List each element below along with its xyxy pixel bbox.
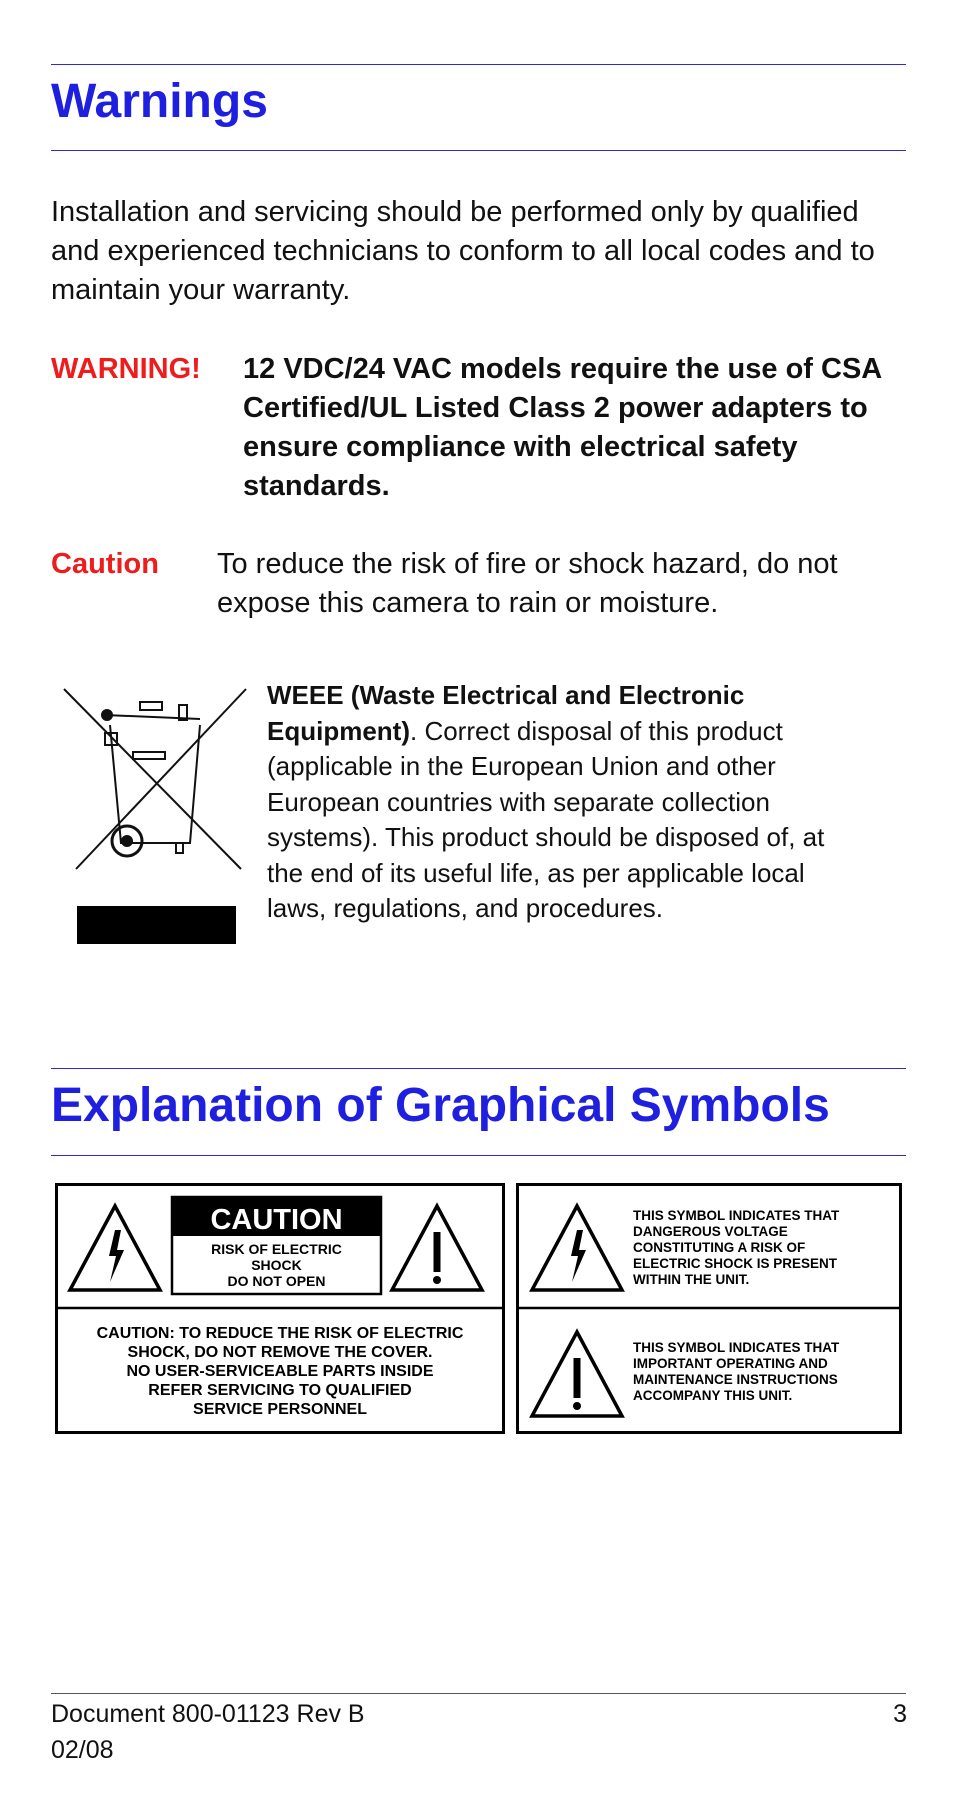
symbols-bottom-rule: [51, 1155, 906, 1156]
warnings-bottom-rule: [51, 150, 906, 151]
symbols-title: Explanation of Graphical Symbols: [51, 1079, 830, 1132]
lightning-explanation-line-5: WITHIN THE UNIT.: [633, 1272, 750, 1287]
caution-box-sub-2: SHOCK: [251, 1257, 302, 1273]
caution-notice-line-2: SHOCK, DO NOT REMOVE THE COVER.: [127, 1344, 433, 1361]
caution-notice-line-4: REFER SERVICING TO QUALIFIED: [148, 1382, 412, 1399]
exclamation-explanation-line-3: MAINTENANCE INSTRUCTIONS: [633, 1372, 838, 1387]
crossed-out-wheelie-bin-icon: [60, 683, 250, 948]
intro-paragraph: Installation and servicing should be performed only by qualified and experienced technicians to conform to all local codes and to maintain your warranty.: [51, 196, 875, 306]
lightning-explanation-line-4: ELECTRIC SHOCK IS PRESENT: [633, 1256, 838, 1271]
lightning-explanation-line-1: THIS SYMBOL INDICATES THAT: [633, 1208, 840, 1223]
weee-bold-heading: WEEE (Waste Electrical and Electronic Equipment): [267, 680, 745, 746]
weee-paragraph: [267, 678, 867, 927]
caution-notice-line-3: NO USER-SERVICEABLE PARTS INSIDE: [126, 1363, 434, 1380]
caution-notice-line-5: SERVICE PERSONNEL: [193, 1401, 367, 1418]
caution-label: Caution: [51, 548, 159, 580]
weee-body-text: . Correct disposal of this product (applicable in the European Union and other European countries with separate collection systems). This product should be disposed of, at the end of its useful life, as per applicable local laws, regulations, and procedures.: [267, 715, 825, 923]
caution-text: To reduce the risk of fire or shock hazard, do not expose this camera to rain or moisture.: [217, 548, 838, 619]
lightning-triangle-icon: [70, 1206, 160, 1290]
graphical-symbols-panel: [55, 1183, 903, 1436]
symbols-top-rule: [51, 1068, 906, 1069]
exclamation-explanation-line-1: THIS SYMBOL INDICATES THAT: [633, 1340, 840, 1355]
lightning-explanation-line-3: CONSTITUTING A RISK OF: [633, 1240, 806, 1255]
lightning-triangle-icon: [532, 1206, 622, 1290]
warning-label: WARNING!: [51, 353, 201, 385]
footer-page-number: 3: [893, 1700, 907, 1728]
caution-box-sub-3: DO NOT OPEN: [227, 1273, 326, 1289]
exclamation-triangle-icon: [532, 1332, 622, 1416]
exclamation-explanation-line-2: IMPORTANT OPERATING AND: [633, 1356, 828, 1371]
footer-document-number: Document 800-01123 Rev B: [51, 1700, 365, 1728]
warning-text: 12 VDC/24 VAC models require the use of CSA Certified/UL Listed Class 2 power adapters to ensure compliance with electrical safety standards.: [243, 353, 882, 502]
exclamation-triangle-icon: [392, 1206, 482, 1290]
warnings-title: Warnings: [51, 75, 268, 128]
caution-box-sub-1: RISK OF ELECTRIC: [211, 1241, 342, 1257]
exclamation-explanation-line-4: ACCOMPANY THIS UNIT.: [633, 1388, 793, 1403]
warnings-top-rule: [51, 64, 906, 65]
lightning-explanation-line-2: DANGEROUS VOLTAGE: [633, 1224, 788, 1239]
caution-notice-line-1: CAUTION: TO REDUCE THE RISK OF ELECTRIC: [96, 1325, 464, 1342]
caution-box-title: CAUTION: [210, 1204, 343, 1236]
footer-rule: [51, 1693, 906, 1694]
footer-date: 02/08: [51, 1736, 114, 1764]
